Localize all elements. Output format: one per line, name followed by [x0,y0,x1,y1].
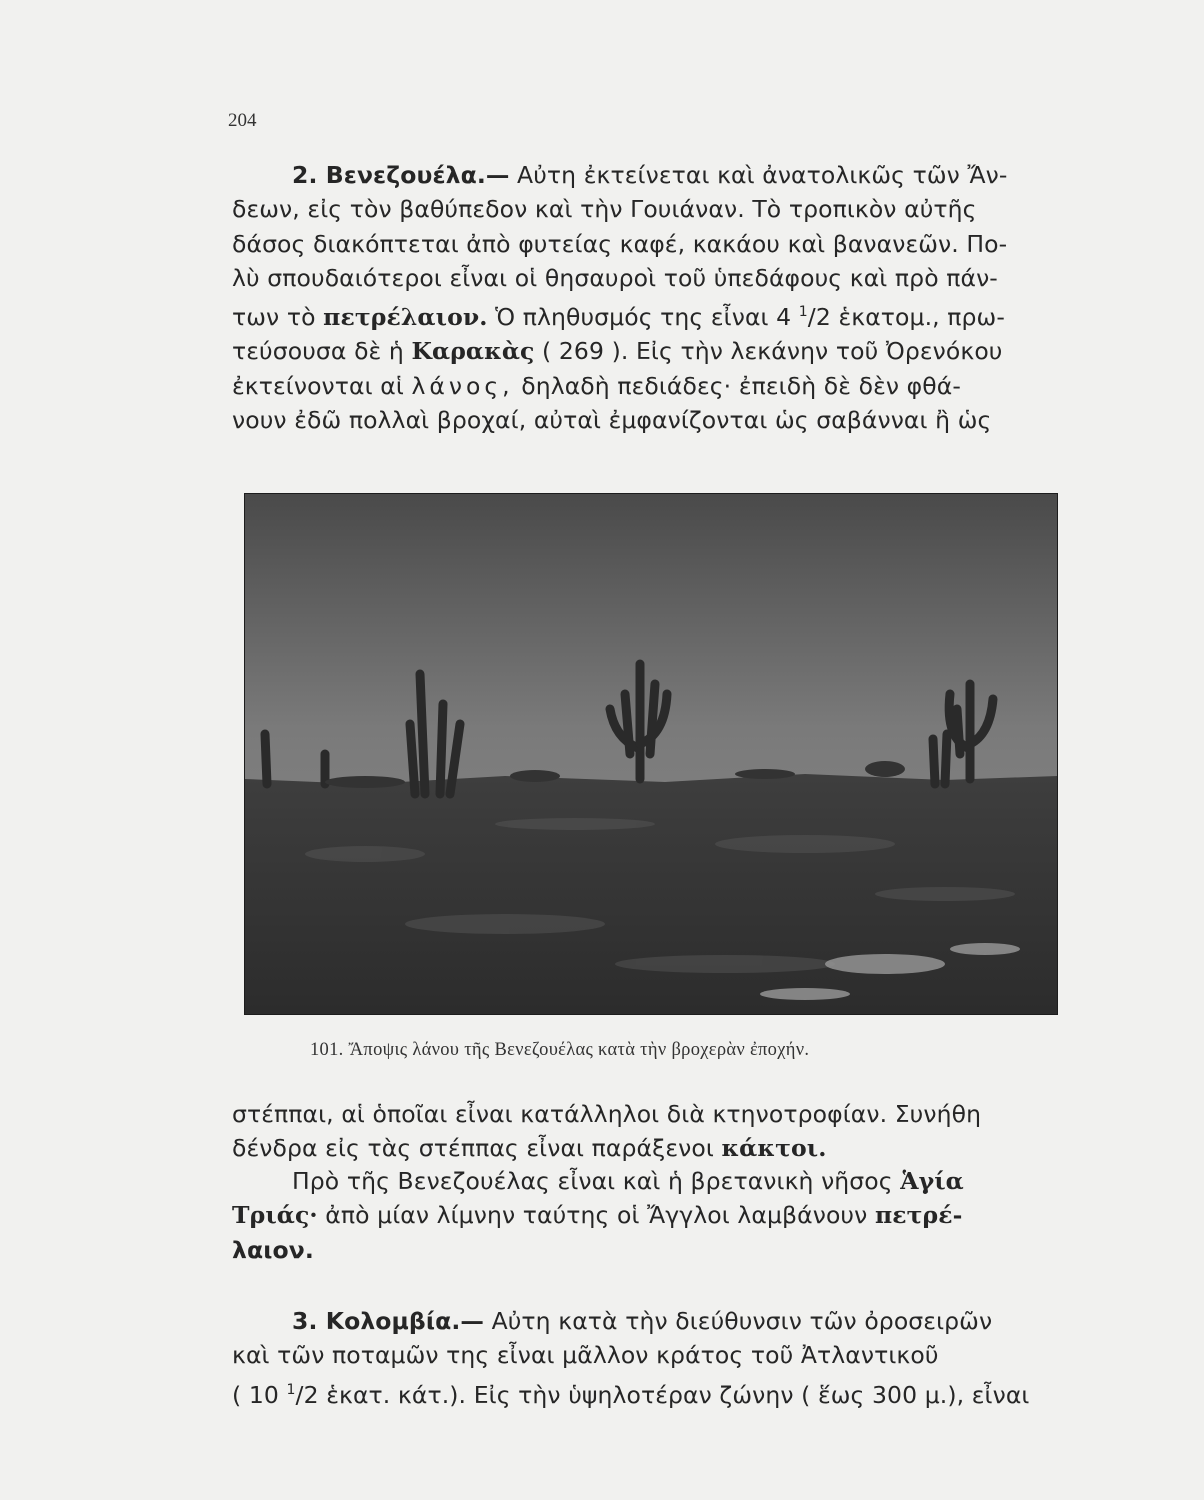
text-line: καὶ τῶν ποταμῶν της εἶναι μᾶλλον κράτος τοῦ Ἀτλαντικοῦ [232,1341,939,1370]
text-line: 3. Κολομβία.— Αὐτη κατὰ τὴν διεύθυνσιν τῶν ὀροσειρῶν [292,1307,993,1335]
section-heading-venezuela: 2. Βενεζουέλα.— [292,161,510,189]
venezuela-paragraph [232,158,1072,437]
text-line: στέππαι, αἱ ὁποῖαι εἶναι κατάλληλοι διὰ κτηνοτροφίαν. Συνήθη [232,1100,982,1128]
text-line: λαιον. [232,1235,314,1264]
term-petroleum: πετρέλαιον. [323,303,488,332]
text-line: 2. Βενεζουέλα.— Αὐτη ἐκτείνεται καὶ ἀνατολικῶς τῶν Ἄν- [292,161,1008,189]
text-line: νουν ἐδῶ πολλαὶ βροχαί, αὐταὶ ἐμφανίζονται ὡς σαβάνναι ἢ ὡς [232,405,992,434]
page-number: 204 [228,110,257,131]
figure-caption: 101. Ἄποψις λάνου τῆς Βενεζουέλας κατὰ τὴν βροχερὰν ἐποχήν. [310,1040,810,1060]
text-line: Πρὸ τῆς Βενεζουέλας εἶναι καὶ ἡ βρετανικὴ νῆσος Ἁγία [292,1167,964,1195]
steppes-paragraph [232,1097,1072,1166]
term-llanos: λάνος, [411,371,514,400]
text-line: δεων, εἰς τὸν βαθύπεδον καὶ τὴν Γουιάναν. Τὸ τροπικὸν αὐτῆς [232,195,977,224]
text-line: Τριάς· ἀπὸ μίαν λίμνην ταύτης οἱ Ἄγγλοι λαμβάνουν πετρέ- [232,1201,963,1230]
text-line: δένδρα εἰς τὰς στέππας εἶναι παράξενοι κάκτοι. [232,1134,827,1163]
text-line: δάσος διακόπτεται ἀπὸ φυτείας καφέ, κακάου καὶ βανανεῶν. Πο- [232,229,1008,258]
text-line: ἐκτείνονται αἱ λάνος, δηλαδὴ πεδιάδες· ἐπειδὴ δὲ δὲν φθά- [232,371,961,400]
text-line: των τὸ πετρέλαιον. Ὁ πληθυσμός της εἶναι 4 $^1$/2 ἑκατομ., πρω- [232,303,1005,332]
text-line: ( 10 $^1$/2 ἑκατ. κάτ.). Εἰς τὴν ὑψηλοτέραν ζώνην ( ἕως 300 μ.), εἶναι [232,1380,1030,1409]
term-caracas: Καρακὰς [411,337,535,366]
section-heading-colombia: 3. Κολομβία.— [292,1307,484,1335]
text-line: τεύσουσα δὲ ἡ Καρακὰς ( 269 ). Εἰς τὴν λεκάνην τοῦ Ὀρενόκου [232,337,1003,366]
trinidad-paragraph [232,1164,1072,1267]
llanos-photograph [244,493,1058,1015]
term-cacti: κάκτοι. [721,1134,827,1163]
text-line: λὺ σπουδαιότεροι εἶναι οἱ θησαυροὶ τοῦ ὑπεδάφους καὶ πρὸ πάν- [232,263,998,292]
colombia-paragraph [232,1304,1072,1412]
